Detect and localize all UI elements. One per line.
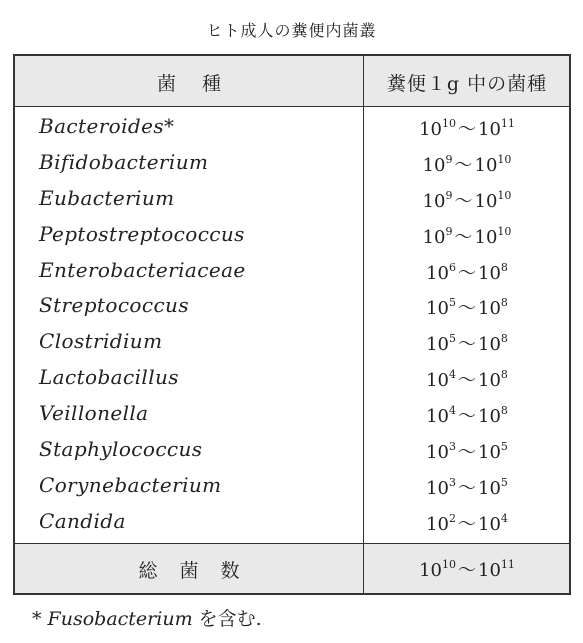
table-row: [15, 291, 569, 327]
header-species: 菌種: [156, 73, 247, 95]
count-range: [365, 510, 569, 536]
count-base-high: 10: [478, 119, 501, 140]
range-separator: 〜: [458, 513, 476, 535]
count-exp-low: 5: [449, 296, 456, 310]
count-exp-high: 10: [497, 188, 512, 202]
total-base-low: 10: [419, 560, 442, 581]
header-count: 糞便１g 中の菌種: [386, 73, 548, 95]
table-row: [15, 435, 569, 471]
range-separator: 〜: [458, 262, 476, 284]
total-exp-high: 11: [500, 558, 515, 571]
count-exp-low: 9: [445, 224, 453, 238]
table-header: [15, 56, 569, 107]
count-base-high: 10: [478, 298, 501, 320]
table-row: [15, 471, 569, 507]
species-name: Lactobacillus: [39, 365, 179, 390]
count-exp-high: 8: [500, 368, 508, 382]
count-exp-high: 10: [497, 224, 512, 238]
table-row: [15, 327, 569, 363]
count-exp-low: 3: [449, 440, 456, 454]
total-label: 総菌数: [138, 560, 262, 582]
count-exp-low: 9: [445, 152, 453, 166]
count-exp-high: 11: [500, 117, 515, 130]
count-base-low: 10: [426, 298, 449, 320]
count-exp-high: 8: [500, 404, 508, 418]
count-base-high: 10: [478, 442, 501, 464]
count-base-low: 10: [426, 513, 449, 535]
count-exp-low: 6: [449, 260, 456, 274]
count-exp-low: 2: [449, 511, 456, 525]
table-row: [15, 220, 569, 256]
count-exp-low: 5: [449, 332, 456, 346]
table-row: [15, 363, 569, 399]
species-name: Bifidobacterium: [39, 149, 209, 174]
count-range: [365, 366, 569, 392]
table-row: [15, 148, 569, 184]
count-range: [365, 474, 569, 500]
count-exp-high: 10: [497, 152, 512, 166]
species-name: Clostridium: [39, 329, 163, 354]
count-base-high: 10: [478, 406, 501, 428]
species-name: Staphylococcus: [39, 437, 203, 462]
count-exp-high: 8: [500, 260, 508, 274]
count-range: [365, 187, 569, 213]
species-name: Enterobacteriaceae: [39, 257, 246, 282]
range-separator: 〜: [458, 119, 476, 140]
range-separator: 〜: [454, 154, 473, 176]
count-exp-low: 10: [442, 117, 456, 130]
column-divider: [363, 56, 364, 593]
species-name: Corynebacterium: [39, 472, 222, 497]
range-separator: 〜: [458, 477, 476, 499]
table-row: [15, 112, 569, 148]
count-range: [365, 438, 569, 464]
range-separator: 〜: [458, 406, 476, 428]
count-exp-low: 4: [449, 404, 456, 418]
count-base-low: 10: [426, 442, 449, 464]
footnote-marker: *: [32, 608, 48, 630]
table-row: [15, 507, 569, 543]
count-base-high: 10: [474, 154, 498, 176]
count-range: [365, 330, 569, 356]
count-exp-low: 9: [445, 188, 453, 202]
table-row: [15, 256, 569, 292]
count-base-low: 10: [426, 477, 449, 499]
range-separator: 〜: [454, 190, 473, 212]
footnote-species: Fusobacterium: [47, 608, 193, 630]
species-name: Candida: [39, 508, 126, 533]
count-base-high: 10: [478, 477, 501, 499]
count-range: [365, 402, 569, 428]
count-base-high: 10: [478, 334, 501, 356]
footnote-suffix: を含む.: [192, 608, 262, 630]
count-base-low: 10: [426, 262, 449, 284]
count-range: [365, 151, 569, 177]
table-row: [15, 184, 569, 220]
species-name: Bacteroides*: [39, 114, 175, 138]
total-base-high: 10: [478, 560, 501, 581]
count-range: [365, 259, 569, 285]
range-separator: 〜: [454, 226, 473, 248]
total-count: [365, 556, 569, 582]
species-name: Peptostreptococcus: [39, 221, 245, 246]
count-base-low: 10: [426, 334, 449, 356]
count-base-high: 10: [474, 190, 498, 212]
count-range: [365, 115, 569, 141]
count-base-high: 10: [474, 226, 498, 248]
total-exp-low: 10: [442, 558, 456, 571]
count-base-low: 10: [422, 190, 446, 212]
range-separator: 〜: [458, 370, 476, 392]
range-separator: 〜: [458, 442, 476, 464]
count-exp-low: 4: [449, 368, 456, 382]
count-base-high: 10: [478, 513, 501, 535]
count-exp-high: 8: [500, 332, 508, 346]
count-base-low: 10: [426, 370, 449, 392]
species-name: Streptococcus: [39, 293, 190, 318]
count-exp-high: 4: [500, 511, 508, 525]
flora-table: [13, 54, 571, 595]
count-base-low: 10: [426, 406, 449, 428]
count-base-low: 10: [422, 154, 446, 176]
count-base-low: 10: [419, 119, 442, 140]
total-range-separator: 〜: [458, 560, 476, 581]
footnote: [32, 604, 262, 631]
count-base-low: 10: [422, 226, 446, 248]
count-exp-low: 3: [449, 475, 456, 489]
range-separator: 〜: [458, 334, 476, 356]
count-exp-high: 8: [500, 296, 508, 310]
count-base-high: 10: [478, 370, 501, 392]
species-name: Eubacterium: [39, 185, 175, 210]
count-exp-high: 5: [500, 440, 508, 454]
species-name: Veillonella: [39, 401, 149, 426]
count-range: [365, 223, 569, 249]
count-range: [365, 294, 569, 320]
count-base-high: 10: [478, 262, 501, 284]
table-body: [15, 112, 569, 543]
table-title: ヒト成人の糞便内菌叢: [206, 21, 377, 40]
total-row: [15, 543, 569, 593]
table-row: [15, 399, 569, 435]
count-exp-high: 5: [500, 475, 508, 489]
range-separator: 〜: [458, 298, 476, 320]
